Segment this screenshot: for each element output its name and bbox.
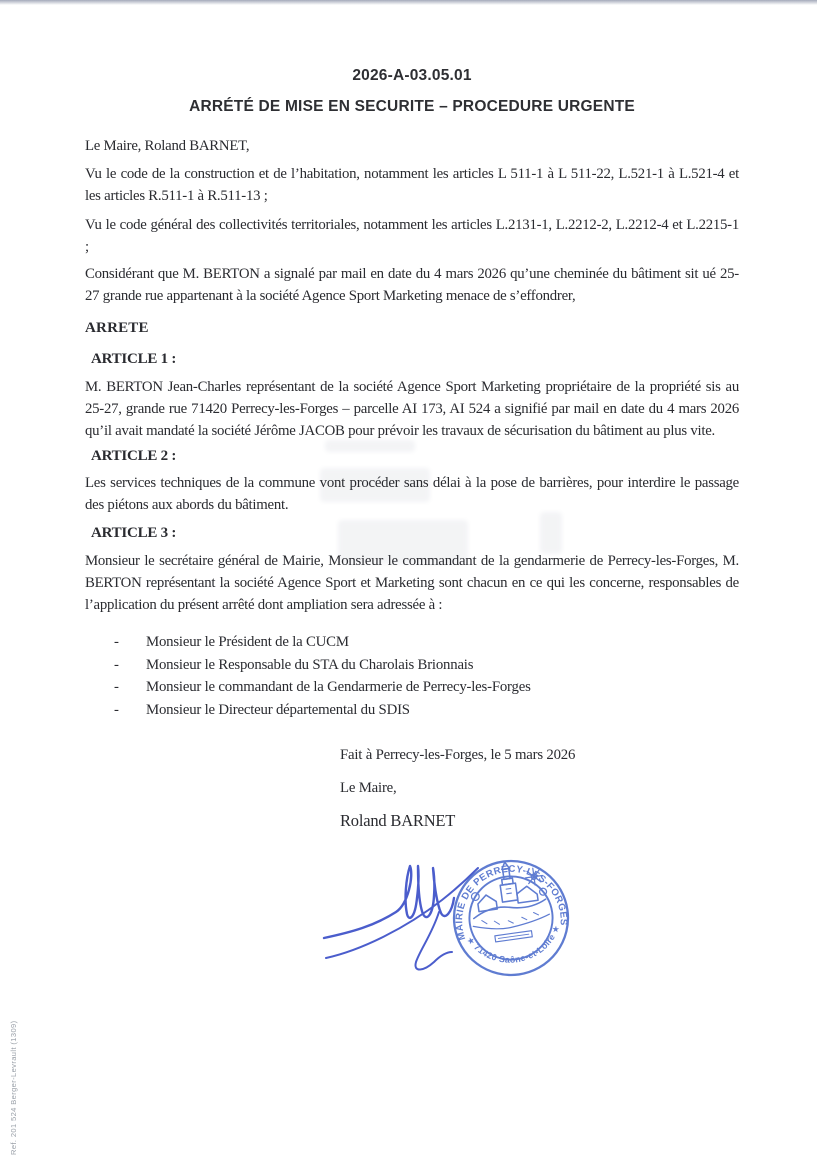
stamp-top-text: MAIRIE DE PERRECY-LES-FORGES [454, 863, 569, 942]
recipients-list [85, 631, 739, 721]
article-1-heading: ARTICLE 1 : [91, 351, 177, 367]
recipient-item [85, 676, 739, 699]
recipient-label: Monsieur le commandant de la Gendarmerie de Perrecy-les-Forges [146, 679, 531, 695]
recital-territorial-code: Vu le code général des collectivités territoriales, notamment les articles L.2131-1, L.2212-2, L.2212-4 et L.2215-1 ; [85, 217, 739, 255]
article-3-heading: ARTICLE 3 : [91, 525, 177, 541]
edge-reference-note: Ref. 201 524 Berger-Levrault (1309) [9, 1020, 18, 1155]
salutation-line: Le Maire, Roland BARNET, [85, 138, 250, 154]
dash-marker: - [114, 701, 119, 718]
document-title: ARRÉTÉ DE MISE EN SECURITE – PROCEDURE URGENTE [189, 98, 635, 115]
recital-considerant: Considérant que M. BERTON a signalé par mail en date du 4 mars 2026 qu’une cheminée du bâtiment sit ué 25-27 grande rue appartenant à la société Agence Sport Marketing menace de s’effondrer, [85, 266, 739, 304]
stamp-bottom-text: ★ 71420 Saône-et-Loire ★ [464, 923, 562, 965]
closing-signatory-name: Roland BARNET [340, 811, 456, 830]
decree-reference-number: 2026-A-03.05.01 [352, 67, 472, 84]
mairie-stamp [424, 831, 598, 1005]
recital-construction-code: Vu le code de la construction et de l’habitation, notamment les articles L 511-1 à L 511-22, L.521-1 à L.521-4 et les articles R.511-1 à R.511-13 ; [85, 166, 739, 204]
recipient-label: Monsieur le Président de la CUCM [146, 634, 349, 650]
recipient-item [85, 631, 739, 654]
dash-marker: - [114, 679, 119, 695]
recipient-label: Monsieur le Responsable du STA du Charolais Brionnais [146, 656, 474, 673]
dash-marker: - [114, 656, 119, 673]
closing-signatory-title: Le Maire, [340, 780, 397, 796]
recipient-label: Monsieur le Directeur départemental du SDIS [146, 701, 410, 718]
dash-marker: - [114, 634, 119, 650]
article-2-heading: ARTICLE 2 : [91, 448, 177, 464]
decree-heading: ARRETE [85, 320, 149, 336]
article-1-body: M. BERTON Jean-Charles représentant de la société Agence Sport Marketing propriétaire de la propriété sis au 25-27, grande rue 71420 Perrecy-les-Forges – parcelle AI 173, AI 524 a signifié par mail en date du 4 mars 2026 qu’il avait mandaté la société Jérôme JACOB pour prévoir les travaux de sécurisation du bâtiment au plus vite. [85, 379, 739, 439]
recipient-item [85, 699, 739, 722]
svg-text:★ 71420 Saône-et-Loire ★ [464, 922, 566, 971]
closing-place-date: Fait à Perrecy-les-Forges, le 5 mars 2026 [340, 747, 576, 763]
closing-block [340, 744, 739, 832]
recipient-item [85, 654, 739, 677]
article-2-body: Les services techniques de la commune vont procéder sans délai à la pose de barrières, pour interdire le passage des piétons aux abords du bâtiment. [85, 475, 739, 513]
article-3-body: Monsieur le secrétaire général de Mairie, Monsieur le commandant de la gendarmerie de Perrecy-les-Forges, M. BERTON représentant la société Agence Sport et Marketing sont chacun en ce qui les concerne, responsables de l’application du présent arrêté dont ampliation sera adressée à : [85, 553, 739, 613]
